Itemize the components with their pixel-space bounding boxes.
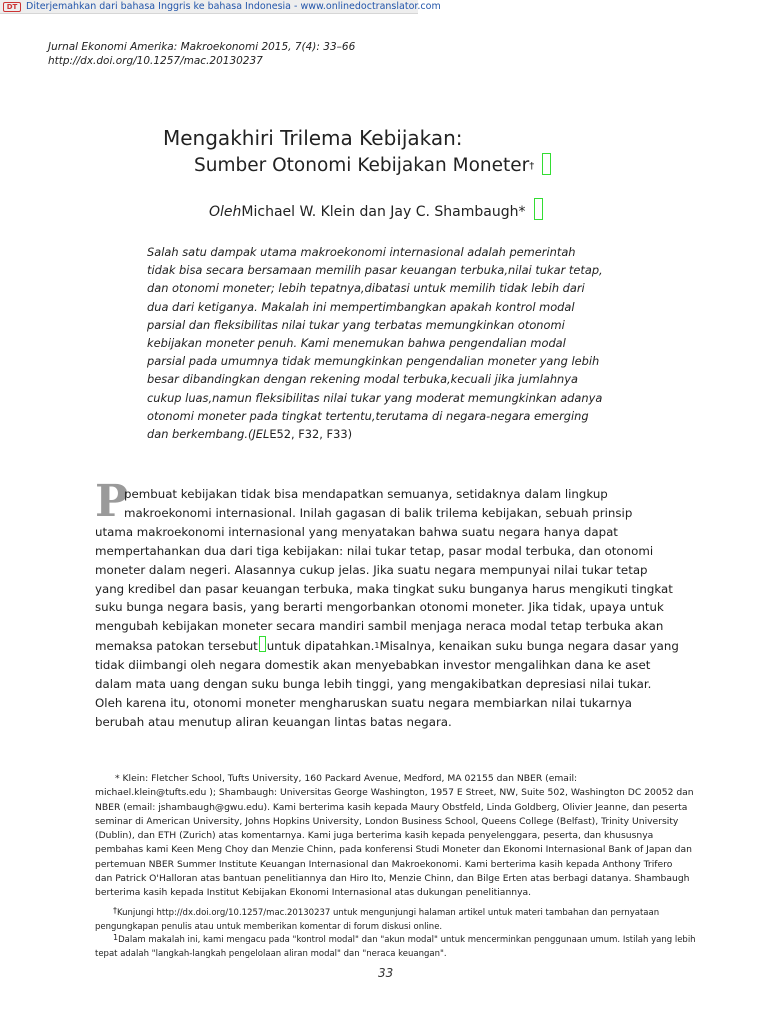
journal-citation: Jurnal Ekonomi Amerika: Makroekonomi 2015, 7(4): 33–66: [48, 41, 356, 53]
link-marker-icon[interactable]: [542, 153, 551, 175]
footnote-line: berterima kasih kepada Institut Kebijakan Ekonomi Internasional atas dukungan penelitiannya.: [95, 887, 532, 899]
footnote-line: michael.klein@tufts.edu ); Shambaugh: Universitas George Washington, 1957 E Street, NW, Suite 502, Washington DC 20052 dan: [95, 787, 694, 799]
abstract-last-text: dan berkembang.(: [147, 427, 253, 442]
abstract-line: kebijakan moneter penuh. Kami menemukan bahwa pengendalian modal: [147, 336, 566, 351]
body-text: Misalnya, kenaikan suku bunga negara dasar yang: [379, 639, 679, 654]
footnote-line: (Dublin), dan ETH (Zurich) atas komentarnya. Kami juga berterima kasih kepada penyelenggara, peserta, dan khususnya: [95, 830, 654, 842]
body-text: untuk dipatahkan.: [266, 639, 375, 654]
dropcap-letter: P: [95, 476, 129, 527]
body-paragraph: [95, 485, 685, 732]
jel-codes: E52, F32, F33): [269, 427, 353, 442]
footnote-text: Dalam makalah ini, kami mengacu pada "kontrol modal" dan "akun modal" untuk mencerminkan penggunaan umum. Istilah yang lebih: [118, 935, 696, 945]
footnote-line: pengungkapan penulis atau untuk memberikan komentar di forum diskusi online.: [95, 921, 443, 932]
translator-banner[interactable]: [0, 0, 441, 14]
body-line: mempertahankan dua dari tiga kebijakan: nilai tukar tetap, pasar modal terbuka, dan otonomi: [95, 543, 654, 558]
body-line: pembuat kebijakan tidak bisa mendapatkan semuanya, setidaknya dalam lingkup: [124, 487, 608, 501]
authors-by: Oleh: [209, 204, 242, 220]
abstract-line: Salah satu dampak utama makroekonomi internasional adalah pemerintah: [147, 245, 576, 259]
body-line: dalam mata uang dengan suku bunga lebih tinggi, yang mengakibatkan depresiasi nilai tukar.: [95, 677, 652, 692]
journal-doi[interactable]: http://dx.doi.org/10.1257/mac.20130237: [48, 55, 263, 67]
footnote-line: seminar di American University, Johns Hopkins University, London Business School, Queens College (Belfast), Trinity University: [95, 815, 679, 827]
footnote-line: pembahas kami Keen Meng Choy dan Menzie Chinn, pada konferensi Studi Moneter dan Ekonomi Internasional Bank of Japan dan: [95, 844, 692, 856]
footnote-line: [95, 904, 685, 921]
body-line: makroekonomi internasional. Inilah gagasan di balik trilema kebijakan, sebuah prinsip: [124, 505, 633, 520]
abstract-line: cukup luas,namun fleksibilitas nilai tukar yang moderat memungkinkan adanya: [147, 390, 603, 405]
page-number: 33: [378, 966, 394, 980]
body-line: mengubah kebijakan moneter secara mandiri sambil menjaga neraca modal tetap terbuka akan: [95, 619, 664, 634]
footnote-line: tepat adalah "langkah-langkah pengelolaan aliran modal" dan "neraca keuangan".: [95, 948, 447, 959]
inline-link-marker-icon[interactable]: [259, 636, 266, 652]
body-line: berubah atau menutup aliran keuangan lintas batas negara.: [95, 714, 452, 729]
abstract-line: tidak bisa secara bersamaan memilih pasar keuangan terbuka,nilai tukar tetap,: [147, 263, 603, 278]
translator-banner-text[interactable]: Diterjemahkan dari bahasa Inggris ke bahasa Indonesia - www.onlinedoctranslator.com: [26, 1, 441, 12]
paper-title-line2: [194, 153, 551, 176]
body-line: moneter dalam negeri. Alasannya cukup jelas. Jika suatu negara mempunyai nilai tukar tetap: [95, 562, 648, 577]
body-line: suku bunga negara basis, yang berarti mengorbankan otonomi moneter. Jika tidak, upaya untuk: [95, 600, 664, 615]
footnote-line: dan Patrick O'Halloran atas bantuan penelitiannya dan Hiro Ito, Menzie Chinn, dan Bilge Erten atas berbagi datanya. Shambaugh: [95, 873, 690, 885]
abstract-line: besar dibandingkan dengan rekening modal terbuka,kecuali jika jumlahnya: [147, 372, 578, 387]
body-line: Oleh karena itu, otonomi moneter mengharuskan suatu negara membiarkan nilai tukarnya: [95, 695, 632, 710]
footnote-1-mark: 1: [113, 933, 119, 942]
abstract-line: otonomi moneter pada tingkat tertentu,terutama di negara-negara emerging: [147, 408, 589, 423]
footnote-ref-1[interactable]: 1: [374, 641, 380, 651]
author-footnote: [95, 772, 694, 901]
abstract-line: parsial pada umumnya tidak memungkinkan pengendalian moneter yang lebih: [147, 354, 600, 369]
authors-names: Michael W. Klein dan Jay C. Shambaugh*: [241, 204, 526, 220]
dagger-footnote: [95, 904, 685, 934]
body-line: yang kredibel dan pasar keuangan terbuka, maka tingkat suku bunganya harus mengikuti tingkat: [95, 581, 673, 596]
author-link-marker-icon[interactable]: [534, 198, 543, 220]
title-dagger-mark: †: [529, 161, 535, 172]
authors-line: [209, 198, 543, 220]
footnote-line: [95, 931, 696, 948]
abstract-line: dua dari ketiganya. Makalah ini mempertimbangkan apakah kontrol modal: [147, 299, 575, 314]
paper-subtitle: Sumber Otonomi Kebijakan Moneter: [194, 155, 530, 176]
footnote-line: pertemuan NBER Summer Institute Keuangan Internasional dan Makroekonomi. Kami berterima kasih kepada Anthony Trifero: [95, 858, 673, 870]
footnote-line: * Klein: Fletcher School, Tufts University, 160 Packard Avenue, Medford, MA 02155 dan NBER (email:: [115, 773, 578, 784]
abstract: [147, 243, 625, 443]
body-line: utama makroekonomi internasional yang menyatakan bahwa suatu negara hanya dapat: [95, 524, 618, 539]
footnote-line: NBER (email: jshambaugh@gwu.edu). Kami berterima kasih kepada Maury Obstfeld, Linda Goldberg, Olivier Jeanne, dan peserta: [95, 801, 688, 813]
abstract-last-line: [147, 425, 625, 443]
abstract-line: parsial dan fleksibilitas nilai tukar yang terbatas memungkinkan otonomi: [147, 317, 565, 332]
journal-header: [48, 40, 355, 68]
body-text: memaksa patokan tersebut: [95, 639, 258, 654]
footnote-1: [95, 931, 696, 961]
footnote-text: Kunjungi http://dx.doi.org/10.1257/mac.20130237 untuk mengunjungi halaman artikel untuk materi tambahan dan pernyataan: [117, 908, 660, 918]
body-line: tidak diimbangi oleh negara domestik akan menyebabkan investor mengalihkan dana ke aset: [95, 658, 651, 673]
abstract-line: dan otonomi moneter; lebih tepatnya,dibatasi untuk memilih tidak lebih dari: [147, 281, 585, 296]
translator-logo-icon: DT: [3, 2, 21, 12]
body-line-with-footnote: [95, 636, 685, 656]
paper-title-line1: Mengakhiri Trilema Kebijakan:: [163, 126, 463, 150]
dagger-footnote-mark: †: [113, 906, 117, 915]
jel-label: JEL: [252, 427, 270, 442]
